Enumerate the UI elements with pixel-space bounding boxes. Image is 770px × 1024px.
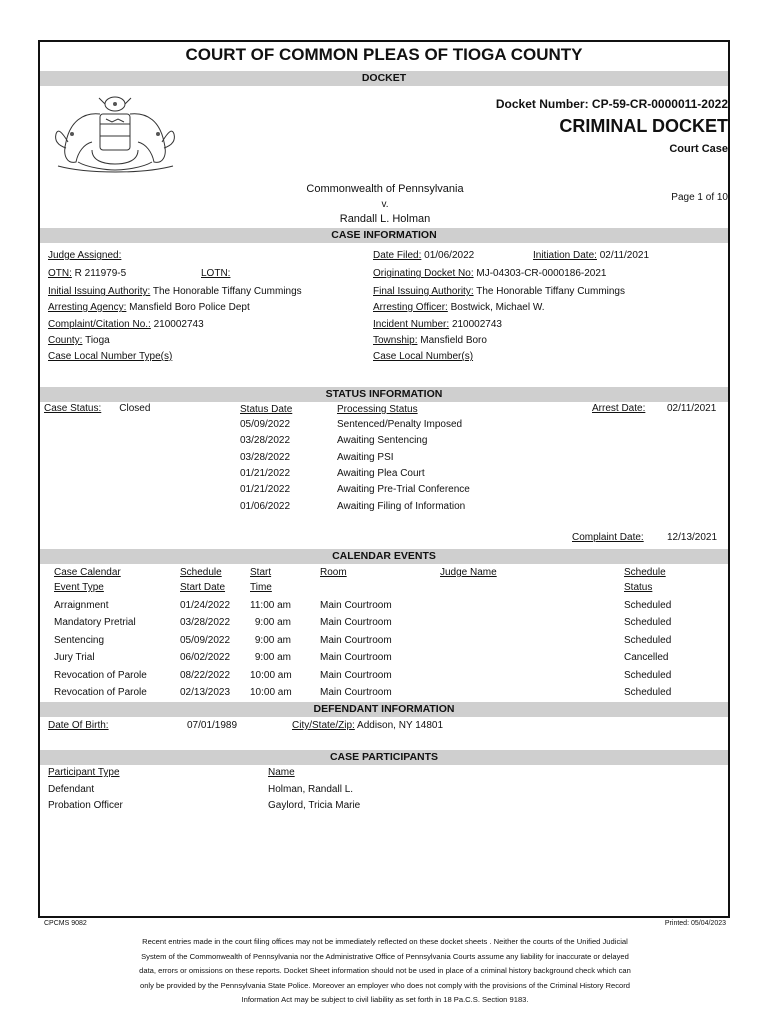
processing-status: Awaiting Filing of Information: [337, 500, 466, 512]
defendant-information-bar: DEFENDANT INFORMATION: [40, 702, 728, 717]
col-sched-2: Start Date: [180, 582, 226, 593]
participant-type-header: Participant Type: [48, 767, 120, 778]
disclaimer-line: Recent entries made in the court filing offices may not be immediately reflected on these docket sheets . Neither the courts of the Unified Judicial: [142, 937, 628, 946]
col-sched-1: Schedule: [180, 567, 222, 578]
calendar-room: Main Courtroom: [320, 669, 392, 681]
docket-bar: DOCKET: [40, 71, 728, 86]
calendar-event-type: Jury Trial: [54, 652, 95, 664]
col-start-1: Start: [250, 567, 272, 578]
county: County: Tioga: [48, 335, 110, 346]
caption-versus: v.: [381, 199, 389, 210]
status-date: 01/21/2022: [240, 484, 291, 496]
court-case: Court Case: [669, 143, 728, 155]
initiation-date: Initiation Date: 02/11/2021: [533, 250, 650, 261]
calendar-start-time: 9:00 am: [254, 652, 291, 664]
disclaimer-line: Information Act may be subject to civil liability as set forth in 18 Pa.C.S. Section 9183.: [241, 995, 529, 1004]
lotn-label: LOTN:: [201, 268, 231, 279]
calendar-status: Scheduled: [624, 617, 672, 629]
calendar-start-date: 03/28/2022: [180, 617, 231, 629]
docket-number: Docket Number: CP-59-CR-0000011-2022: [495, 97, 728, 111]
participant-name-header: Name: [268, 767, 295, 778]
otn: OTN: R 211979-5: [48, 268, 127, 279]
calendar-event-type: Revocation of Parole: [54, 687, 147, 698]
processing-status: Awaiting Plea Court: [337, 467, 425, 479]
col-event-2: Event Type: [54, 582, 104, 593]
col-judge-name: Judge Name: [440, 567, 497, 578]
status-date: 01/06/2022: [240, 500, 291, 512]
initial-issuing-authority: Initial Issuing Authority: The Honorable Tiffany Cummings: [48, 286, 302, 297]
status-information-bar: STATUS INFORMATION: [40, 387, 728, 402]
processing-status: Awaiting Pre-Trial Conference: [337, 484, 470, 496]
city-state-zip: City/State/Zip: Addison, NY 14801: [292, 720, 444, 731]
calendar-status: Scheduled: [624, 600, 672, 611]
processing-status-header: Processing Status: [337, 404, 418, 415]
form-id: CPCMS 9082: [44, 920, 87, 927]
col-status-2: Status: [624, 582, 653, 593]
col-event-1: Case Calendar: [54, 567, 121, 578]
col-start-2: Time: [250, 582, 272, 593]
case-status: Case Status: Closed: [44, 403, 151, 414]
case-information-bar: CASE INFORMATION: [40, 228, 728, 243]
calendar-status: Scheduled: [624, 687, 672, 698]
pennsylvania-seal: [48, 92, 183, 177]
calendar-start-date: 05/09/2022: [180, 634, 231, 646]
case-local-number-type-label: Case Local Number Type(s): [48, 351, 173, 362]
printed-date: Printed: 05/04/2023: [664, 920, 726, 927]
calendar-room: Main Courtroom: [320, 617, 392, 629]
arrest-date-label: Arrest Date:: [592, 403, 646, 414]
calendar-status: Cancelled: [624, 652, 669, 664]
calendar-event-type: Sentencing: [54, 634, 105, 646]
status-date: 03/28/2022: [240, 451, 291, 463]
calendar-status: Scheduled: [624, 634, 672, 646]
disclaimer-line: System of the Commonwealth of Pennsylvania nor the Administrative Office of Pennsylvania Courts assume any liability for inaccurate or delayed: [141, 951, 629, 961]
participant-type: Defendant: [48, 784, 95, 795]
page-info: Page 1 of 10: [671, 192, 728, 203]
case-local-number-label: Case Local Number(s): [373, 351, 474, 362]
col-status-1: Schedule: [624, 567, 666, 578]
calendar-room: Main Courtroom: [320, 634, 392, 646]
docket-type: CRIMINAL DOCKET: [559, 116, 728, 136]
caption-defendant: Randall L. Holman: [339, 213, 431, 225]
calendar-start-time: 11:00 am: [250, 600, 291, 611]
disclaimer-line: data, errors or omissions on these reports. Docket Sheet information should not be used in place of a criminal history background check which can: [139, 966, 631, 975]
calendar-room: Main Courtroom: [320, 687, 392, 698]
caption-plaintiff: Commonwealth of Pennsylvania: [306, 183, 464, 195]
arresting-agency: Arresting Agency: Mansfield Boro Police Dept: [48, 302, 250, 313]
complaint-date-label: Complaint Date:: [572, 532, 644, 543]
arresting-officer: Arresting Officer: Bostwick, Michael W.: [373, 302, 545, 313]
calendar-start-date: 08/22/2022: [180, 669, 231, 681]
status-date: 03/28/2022: [240, 435, 291, 447]
participant-name: Holman, Randall L.: [268, 784, 354, 795]
calendar-start-date: 06/02/2022: [180, 652, 231, 664]
incident-number: Incident Number: 210002743: [373, 319, 502, 330]
calendar-start-time: 10:00 am: [250, 687, 292, 698]
calendar-start-time: 9:00 am: [254, 617, 291, 629]
calendar-start-time: 9:00 am: [254, 634, 291, 646]
processing-status: Sentenced/Penalty Imposed: [337, 419, 463, 430]
court-title: COURT OF COMMON PLEAS OF TIOGA COUNTY: [185, 45, 583, 64]
participant-type: Probation Officer: [48, 800, 123, 811]
calendar-room: Main Courtroom: [320, 600, 392, 611]
complaint-date: 12/13/2021: [667, 532, 718, 543]
calendar-event-type: Arraignment: [54, 600, 109, 611]
dob: 07/01/1989: [187, 720, 238, 731]
calendar-start-date: 02/13/2023: [180, 687, 231, 698]
processing-status: Awaiting Sentencing: [337, 435, 428, 447]
disclaimer-line: only be provided by the Pennsylvania State Police. Moreover an employer who does not comply with the provisions of the Criminal History Record: [139, 980, 631, 990]
calendar-events-bar: CALENDAR EVENTS: [40, 549, 728, 564]
participant-name: Gaylord, Tricia Marie: [268, 800, 361, 811]
calendar-event-type: Revocation of Parole: [54, 669, 147, 681]
arrest-date: 02/11/2021: [667, 403, 717, 414]
judge-assigned-label: Judge Assigned:: [48, 250, 122, 261]
processing-status: Awaiting PSI: [337, 451, 394, 463]
township: Township: Mansfield Boro: [373, 335, 487, 346]
calendar-room: Main Courtroom: [320, 652, 392, 664]
calendar-event-type: Mandatory Pretrial: [54, 617, 136, 629]
status-date: 01/21/2022: [240, 467, 291, 479]
complaint-citation-no: Complaint/Citation No.: 210002743: [48, 319, 204, 330]
status-date: 05/09/2022: [240, 419, 291, 430]
calendar-start-time: 10:00 am: [250, 669, 292, 681]
final-issuing-authority: Final Issuing Authority: The Honorable Tiffany Cummings: [373, 286, 625, 297]
calendar-start-date: 01/24/2022: [180, 600, 231, 611]
col-room: Room: [320, 567, 347, 578]
calendar-status: Scheduled: [624, 669, 672, 681]
case-participants-bar: CASE PARTICIPANTS: [40, 750, 728, 765]
date-filed: Date Filed: 01/06/2022: [373, 250, 475, 261]
status-date-header: Status Date: [240, 404, 293, 415]
originating-docket: Originating Docket No: MJ-04303-CR-0000186-2021: [373, 268, 607, 279]
dob-label: Date Of Birth:: [48, 720, 109, 731]
